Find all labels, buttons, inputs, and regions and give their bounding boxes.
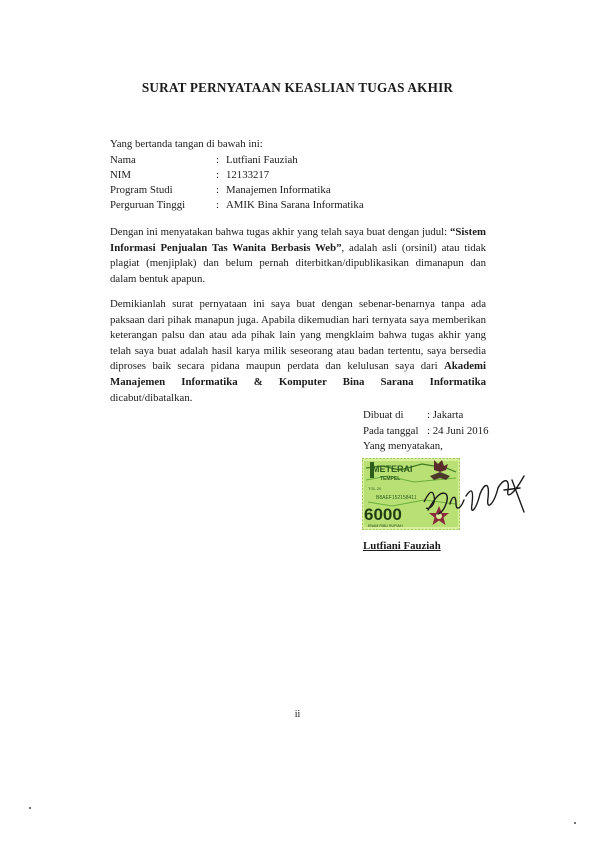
place-value: : Jakarta [427,409,464,421]
identity-label: Perguruan Tinggi [110,199,186,211]
signature-block [363,408,489,455]
place-label: Dibuat di [363,409,404,421]
intro-text: Yang bertanda tangan di bawah ini: [110,138,263,150]
stamp-code: B8AEF152158411 [376,495,417,501]
identity-row-name [110,153,364,168]
stamp-amount: 6000 [364,505,402,524]
identity-label: Nama [110,154,136,166]
handwritten-signature-icon [420,460,530,530]
stamp-amount-words: ENAM RIBU RUPIAH [368,524,403,528]
identity-row-program [110,183,364,198]
identity-table [110,153,364,213]
stamp-title: METERAI [372,464,413,474]
declaration-paragraph [110,225,486,287]
paragraph-text: , adalah asli (orsinil) atau tidak plagiat (menjiplak) dan belum pernah diterbitkan/dipublikasikan dimanapun dan dalam bentuk apapun. [110,241,486,285]
date-label: Pada tanggal [363,424,419,437]
identity-value: Lutfiani Fauziah [226,154,298,166]
identity-separator: : [216,199,219,211]
identity-row-nim [110,168,364,183]
identity-separator: : [216,169,219,181]
place-row [363,408,489,424]
page-title: SURAT PERNYATAAN KEASLIAN TUGAS AKHIR [141,80,454,95]
closing-paragraph [110,297,486,406]
identity-value: 12133217 [226,169,270,181]
page-number: ii [294,709,301,720]
identity-value: AMIK Bina Sarana Informatika [226,199,364,211]
identity-row-university [110,198,364,213]
identity-label: Program Studi [110,184,173,196]
paragraph-text: dicabut/dibatalkan. [110,391,193,404]
date-value: : 24 Juni 2016 [427,424,489,437]
identity-value: Manajemen Informatika [226,184,331,196]
identity-label: NIM [110,169,131,181]
stamp-subtitle: TEMPEL [380,476,401,482]
scan-speck [574,822,576,824]
institution-name: Akademi Manajemen Informatika & Komputer Bina Sarana Informatika [110,360,486,388]
statement-text: Yang menyatakan, [363,440,443,453]
paragraph-text: Dengan ini menyatakan bahwa tugas akhir yang telah saya buat dengan judul: [110,226,448,238]
identity-separator: : [216,154,219,166]
signer-name: Lutfiani Fauziah [363,540,441,552]
scan-speck [29,807,31,809]
paragraph-text: Demikianlah surat pernyataan ini saya buat dengan sebenar-benarnya tanpa ada paksaan dari pihak manapun juga. Apabila dikemudian hari ternyata saya memberikan keterangan palsu dan atau ada pihak lain yang mengklaim bahwa tugas akhir yang telah saya buat adalah hasil karya milik seseorang atau badan tertentu, saya bersedia diproses baik secara pidana maupun perdata dan kelulusan saya dari [110,298,486,373]
identity-separator: : [216,184,219,196]
thesis-title: “Sistem Informasi Penjualan Tas Wanita Berbasis Web” [110,226,486,254]
date-row [363,424,489,440]
stamp-serial: TGL 20 [368,486,382,491]
